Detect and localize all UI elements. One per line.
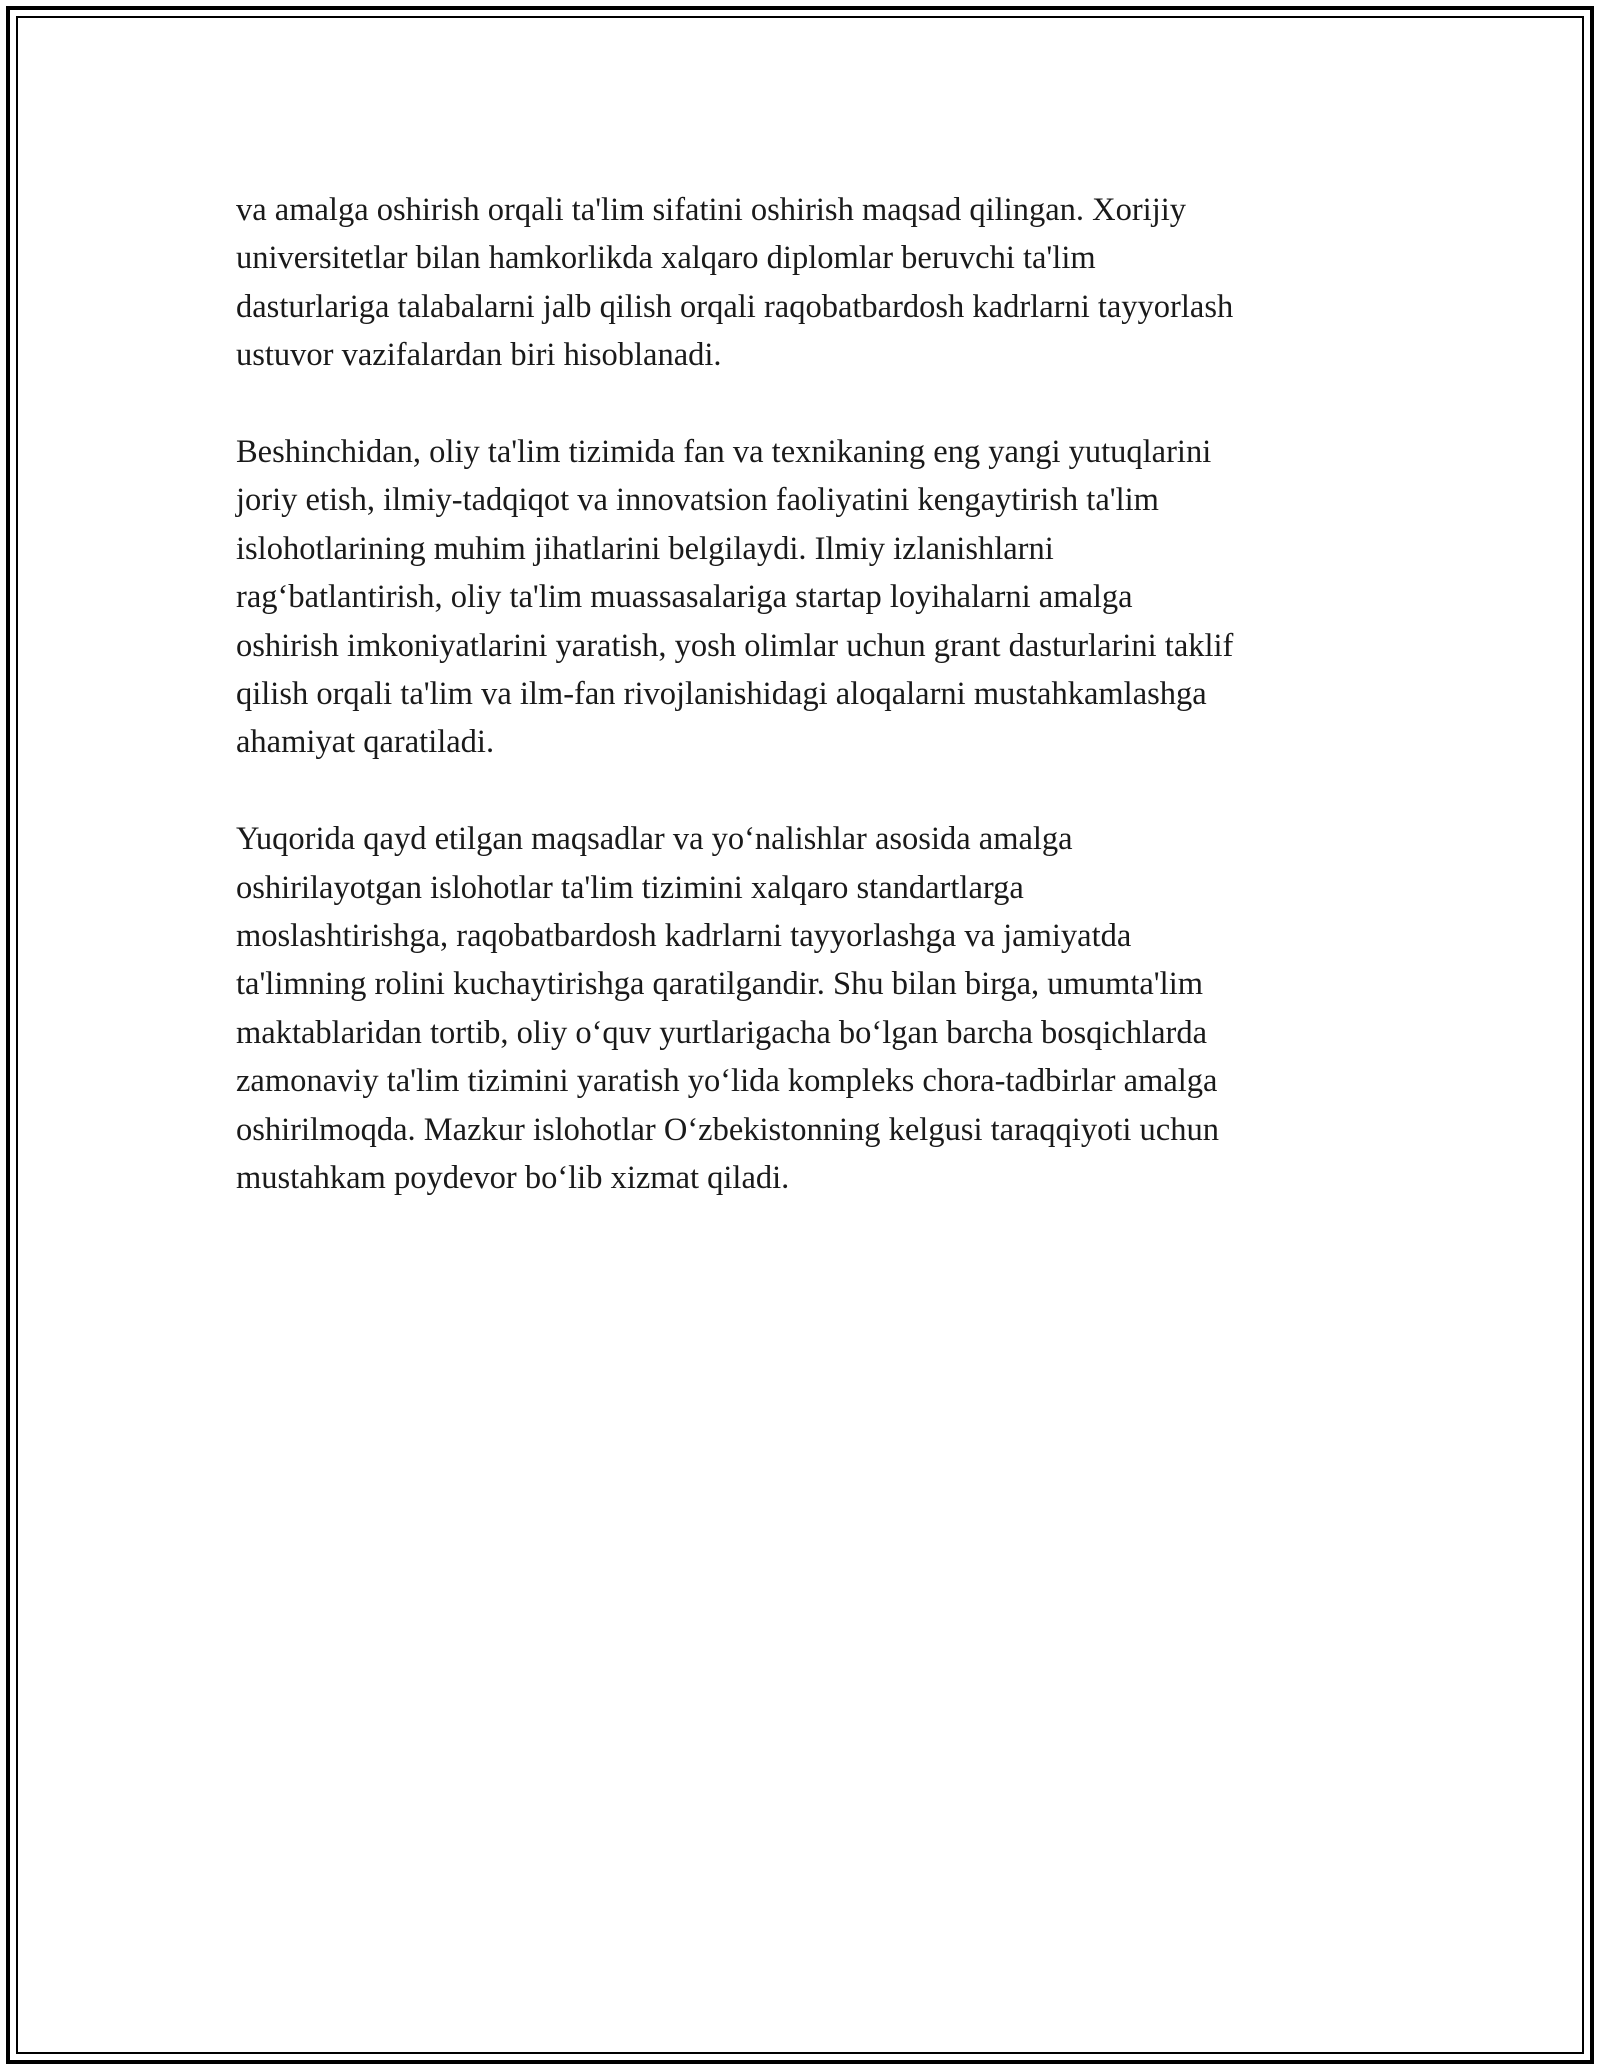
paragraph-3: Yuqorida qayd etilgan maqsadlar va yo‘nalishlar asosida amalga oshirilayotgan islohotlar ta'lim tizimini xalqaro standartlarga moslashtirishga, raqobatbardosh kadrlarni tayyorlashga va jamiyatda ta'limning rolini kuchaytirishga qaratilgandir. Shu bilan birga, umumta'lim maktablaridan tortib, oliy o‘quv yurtlarigacha bo‘lgan barcha bosqichlarda zamonaviy ta'lim tizimini yaratish yo‘lida kompleks chora-tadbirlar amalga oshirilmoqda. Mazkur islohotlar O‘zbekistonning kelgusi taraqqiyoti uchun mustahkam poydevor bo‘lib xizmat qiladi. bbox=[236, 821, 1219, 1197]
paragraph-2: Beshinchidan, oliy ta'lim tizimida fan va texnikaning eng yangi yutuqlarini joriy etish, ilmiy-tadqiqot va innovatsion faoliyatini kengaytirish ta'lim islohotlarining muhim jihatlarini belgilaydi. Ilmiy izlanishlarni rag‘batlantirish, oliy ta'lim muassasalariga startap loyihalarni amalga oshirish imkoniyatlarini yaratish, yosh olimlar uchun grant dasturlarini taklif qilish orqali ta'lim va ilm-fan rivojlanishidagi aloqalarni mustahkamlashga ahamiyat qaratiladi. bbox=[236, 434, 1234, 761]
document-body bbox=[236, 186, 1371, 1251]
paragraph-1: va amalga oshirish orqali ta'lim sifatini oshirish maqsad qilingan. Xorijiy universitetlar bilan hamkorlikda xalqaro diplomlar beruvchi ta'lim dasturlariga talabalarni jalb qilish orqali raqobatbardosh kadrlarni tayyorlash ustuvor vazifalardan biri hisoblanadi. bbox=[236, 192, 1234, 374]
